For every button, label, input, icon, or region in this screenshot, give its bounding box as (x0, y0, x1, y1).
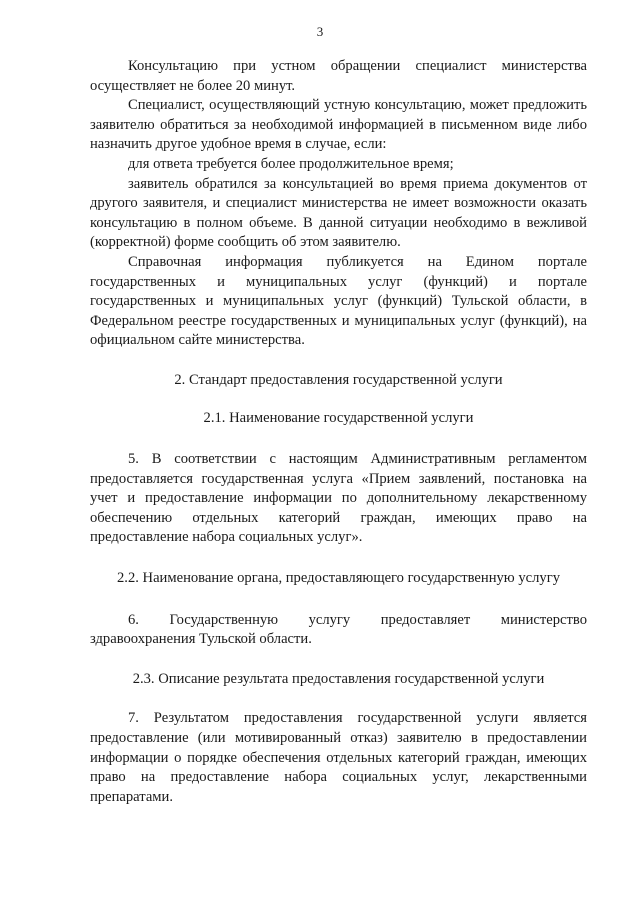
document-body (90, 57, 587, 807)
section-heading-standard: 2. Стандарт предоставления государственной услуги (174, 371, 503, 388)
page-number: 3 (316, 24, 324, 39)
paragraph-busy-specialist: заявитель обратился за консультацией во время приема документов от другого заявителя, и специалист министерства не имеет возможности оказать консультацию в полном объеме. В данной ситуации необходимо в вежливой (корректной) форме сообщить об этом заявителю. (90, 175, 587, 251)
subsection-heading-service-name: 2.1. Наименование государственной услуги (203, 409, 474, 426)
paragraph-item-5: 5. В соответствии с настоящим Административным регламентом предоставляется государственная услуга «Прием заявлений, постановка на учет и предоставление информации по дополнительному лекарственному обеспечению отдельных категорий граждан, имеющих право на предоставление набора социальных услуг». (90, 451, 587, 546)
paragraph-item-7: 7. Результатом предоставления государственной услуги является предоставление (или мотивированный отказ) заявителю в предоставлении информации о порядке обеспечения отдельных категорий граждан, имеющих право на предоставление набора социальных услуг, лекарственными препаратами. (90, 710, 587, 805)
paragraph-specialist-offer: Специалист, осуществляющий устную консультацию, может предложить заявителю обратиться за необходимой информацией в письменном виде либо назначить другое удобное время в случае, если: (90, 97, 587, 153)
subsection-heading-result: 2.3. Описание результата предоставления государственной услуги (132, 670, 545, 687)
paragraph-longer-time: для ответа требуется более продолжительное время; (128, 155, 454, 172)
paragraph-item-6: 6. Государственную услугу предоставляет министерство здравоохранения Тульской области. (90, 611, 587, 648)
subsection-heading-authority: 2.2. Наименование органа, предоставляющего государственную услугу (117, 570, 560, 587)
paragraph-reference-info: Справочная информация публикуется на Едином портале государственных и муниципальных услуг (функций) и портале государственных и муниципальных услуг (функций) Тульской области, в Федеральном реестре государственных и муниципальных услуг (функций), на официальном сайте министерства. (90, 253, 587, 349)
paragraph-consultation-duration: Консультацию при устном обращении специалист министерства осуществляет не более 20 минут. (90, 58, 587, 94)
